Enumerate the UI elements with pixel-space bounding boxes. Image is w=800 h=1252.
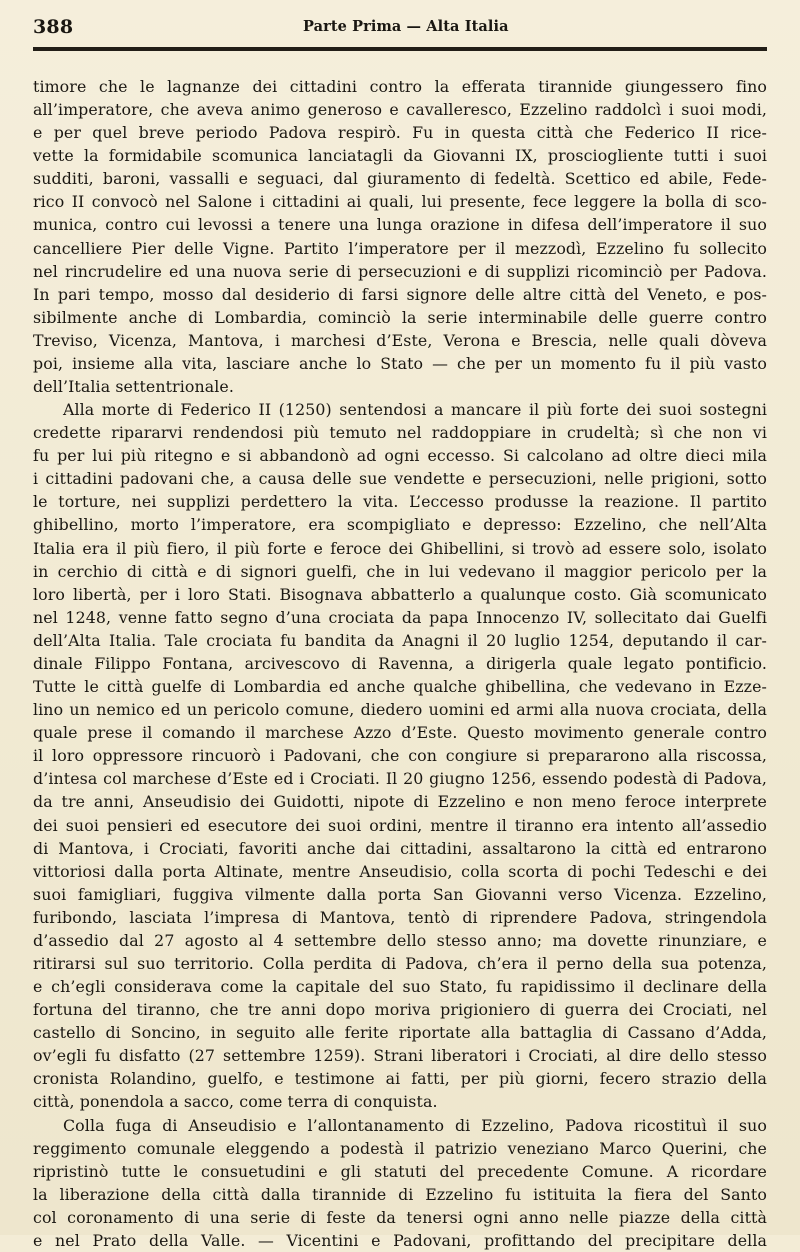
page-header	[33, 14, 767, 42]
text-line: la liberazione della città dalla tirannide di Ezzelino fu istituita la fiera del Santo	[33, 1184, 767, 1204]
text-line: nel 1248, venne fatto segno d’una crociata da papa Innocenzo IV, sollecitato dai Guelfi	[33, 607, 767, 627]
text-line: all’imperatore, che aveva animo generoso e cavalleresco, Ezzelino raddolcì i suoi modi,	[33, 100, 767, 120]
text-line: poi, insieme alla vita, lasciare anche lo Stato — che per un momento fu il più vasto	[33, 353, 767, 373]
text-line: castello di Soncino, in seguito alle ferite riportate alla battaglia di Cassano d’Adda,	[33, 1023, 767, 1043]
text-line: lino un nemico ed un pericolo comune, diedero uomini ed armi alla nuova crociata, della	[33, 700, 767, 720]
text-line: fortuna del tiranno, che tre anni dopo moriva prigioniero di guerra dei Crociati, nel	[33, 1000, 767, 1020]
text-line: ghibellino, morto l’imperatore, era scompigliato e depresso: Ezzelino, che nell’Alta	[33, 515, 767, 535]
text-line: dell’Italia settentrionale.	[33, 377, 234, 397]
text-line: Alla morte di Federico II (1250) sentendosi a mancare il più forte dei suoi sostegni	[63, 400, 767, 420]
header-rule	[33, 47, 767, 51]
text-line: dinale Filippo Fontana, arcivescovo di Ravenna, a dirigerla quale legato pontificio.	[33, 653, 767, 673]
text-line: d’intesa col marchese d’Este ed i Crociati. Il 20 giugno 1256, essendo podestà di Padova,	[33, 769, 767, 789]
text-line: da tre anni, Anseudisio dei Guidotti, nipote di Ezzelino e non meno feroce interprete	[33, 792, 767, 812]
text-line: Italia era il più fiero, il più forte e feroce dei Ghibellini, si trovò ad essere solo, isolato	[33, 538, 767, 558]
page-number: 388	[33, 16, 74, 38]
text-line: ripristinò tutte le consuetudini e gli statuti del precedente Comune. A ricordare	[33, 1161, 767, 1181]
text-line: Colla fuga di Anseudisio e l’allontanamento di Ezzelino, Padova ricostituì il suo	[63, 1115, 767, 1135]
text-line: dei suoi pensieri ed esecutore dei suoi ordini, mentre il tiranno era intento all’assedio	[33, 815, 767, 835]
text-line: loro libertà, per i loro Stati. Bisognava abbatterlo a qualunque costo. Già scomunicato	[33, 584, 767, 604]
text-line: ritirarsi sul suo territorio. Colla perdita di Padova, ch’era il perno della sua potenza,	[33, 953, 767, 973]
text-line: nel rincrudelire ed una nuova serie di persecuzioni e di supplizi ricominciò per Padova.	[33, 261, 767, 281]
text-line: In pari tempo, mosso dal desiderio di farsi signore delle altre città del Veneto, e pos-	[33, 284, 767, 304]
text-line: di Mantova, i Crociati, favoriti anche dai cittadini, assaltarono la città ed entrarono	[33, 838, 767, 858]
text-line: dell’Alta Italia. Tale crociata fu bandita da Anagni il 20 luglio 1254, deputando il car-	[33, 630, 767, 650]
text-line: e nel Prato della Valle. — Vicentini e Padovani, profittando del precipitare della	[33, 1230, 767, 1250]
text-line: d’assedio dal 27 agosto al 4 settembre dello stesso anno; ma dovette rinunziare, e	[33, 930, 767, 950]
text-line: col coronamento di una serie di feste da tenersi ogni anno nelle piazze della città	[33, 1207, 767, 1227]
text-line: i cittadini padovani che, a causa delle sue vendette e persecuzioni, nelle prigioni, sotto	[33, 469, 767, 489]
text-line: munica, contro cui levossi a tenere una lunga orazione in difesa dell’imperatore il suo	[33, 215, 767, 235]
text-line: sibilmente anche di Lombardia, cominciò la serie interminabile delle guerre contro	[33, 307, 767, 327]
text-line: ov’egli fu disfatto (27 settembre 1259). Strani liberatori i Crociati, al dire dello stesso	[33, 1046, 767, 1066]
running-head: Parte Prima — Alta Italia	[303, 18, 509, 35]
text-line: cancelliere Pier delle Vigne. Partito l’imperatore per il mezzodì, Ezzelino fu sollecito	[33, 238, 767, 258]
text-line: vittoriosi dalla porta Altinate, mentre Anseudisio, colla scorta di pochi Tedeschi e dei	[33, 861, 767, 881]
text-line: quale prese il comando il marchese Azzo d’Este. Questo movimento generale contro	[33, 723, 767, 743]
text-line: le torture, nei supplizi perdettero la vita. L’eccesso produsse la reazione. Il partito	[33, 492, 767, 512]
text-line: timore che le lagnanze dei cittadini contro la efferata tirannide giungessero fino	[33, 77, 767, 96]
text-line: città, ponendola a sacco, come terra di conquista.	[33, 1092, 438, 1112]
text-line: reggimento comunale eleggendo a podestà il patrizio veneziano Marco Querini, che	[33, 1138, 767, 1158]
text-line: rico II convocò nel Salone i cittadini ai quali, lui presente, fece leggere la bolla di sco-	[33, 192, 767, 212]
text-line: Treviso, Vicenza, Mantova, i marchesi d’Este, Verona e Brescia, nelle quali dòveva	[33, 330, 767, 350]
text-line: e per quel breve periodo Padova respirò. Fu in questa città che Federico II rice-	[33, 123, 767, 143]
text-line: e ch’egli considerava come la capitale del suo Stato, fu rapidissimo il declinare della	[33, 977, 767, 997]
text-line: vette la formidabile scomunica lanciatagli da Giovanni IX, prosciogliente tutti i suoi	[33, 146, 767, 166]
text-line: cronista Rolandino, guelfo, e testimone ai fatti, per più giorni, fecero strazio della	[33, 1069, 767, 1089]
text-line: furibondo, lasciata l’impresa di Mantova, tentò di riprendere Padova, stringendola	[33, 907, 767, 927]
text-line: sudditi, baroni, vassalli e seguaci, dal giuramento di fedeltà. Scettico ed abile, Fede-	[33, 169, 767, 189]
text-line: credette ripararvi rendendosi più temuto nel raddoppiare in crudeltà; sì che non vi	[33, 423, 767, 443]
text-line: il loro oppressore rincuorò i Padovani, che con congiure si prepararono alla riscossa,	[33, 746, 767, 766]
text-line: Tutte le città guelfe di Lombardia ed anche qualche ghibellina, che vedevano in Ezze-	[33, 677, 767, 697]
text-line: in cerchio di città e di signori guelfi, che in lui vedevano il maggior pericolo per la	[33, 561, 767, 581]
text-line: suoi famigliari, fuggiva vilmente dalla porta San Giovanni verso Vicenza. Ezzelino,	[33, 884, 767, 904]
body-text	[33, 75, 767, 1252]
text-line: fu per lui più ritegno e si abbandonò ad ogni eccesso. Si calcolano ad oltre dieci mila	[33, 446, 767, 466]
